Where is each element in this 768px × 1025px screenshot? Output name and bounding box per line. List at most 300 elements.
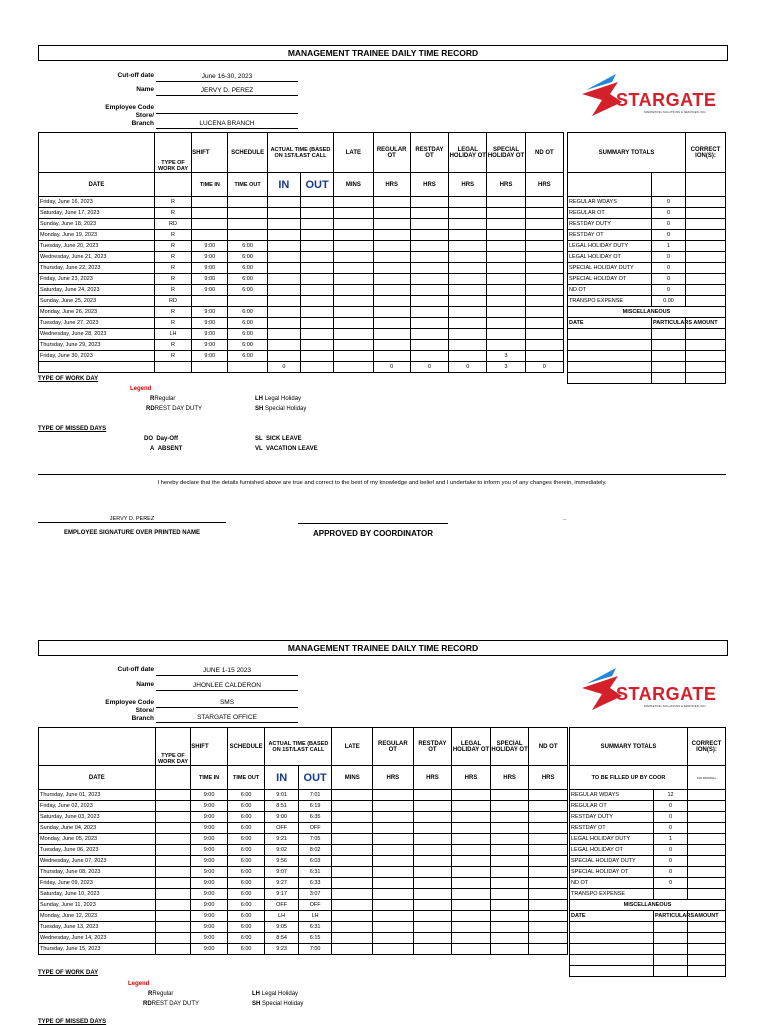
- cell: 9:00: [192, 340, 228, 351]
- cell: [529, 933, 568, 944]
- legend-r: RRegular: [150, 396, 176, 402]
- correction-cell: [688, 856, 726, 867]
- cell: 9:00: [191, 911, 228, 922]
- header-legal-ot: LEGAL HOLIDAY OT: [452, 728, 491, 766]
- summary-value: 1: [652, 241, 686, 252]
- summary-value: 0: [652, 285, 686, 296]
- cell: 9:00: [191, 856, 228, 867]
- header-hrs: HRS: [452, 766, 491, 790]
- summary-row: [570, 856, 726, 867]
- summary-label: RESTDAY DUTY: [570, 812, 654, 823]
- cell: [332, 878, 373, 889]
- cell: [490, 889, 529, 900]
- cell: 8:02: [298, 845, 332, 856]
- branch-value: STARGATE OFFICE: [156, 713, 298, 723]
- header-nd-ot: ND OT: [525, 133, 563, 173]
- date-cell: Monday, June 19, 2023: [39, 230, 155, 241]
- cell: [155, 911, 191, 922]
- cell: [529, 944, 568, 955]
- name-label: Name: [136, 86, 154, 93]
- legend-rd: RDREST DAY DUTY: [143, 1001, 200, 1007]
- summary-label: ND OT: [568, 285, 652, 296]
- header-nd-ot: ND OT: [529, 728, 568, 766]
- cell: OFF: [298, 823, 332, 834]
- table-row: [39, 900, 568, 911]
- cell: [529, 889, 568, 900]
- cell: [332, 856, 373, 867]
- sheet-title: MANAGEMENT TRAINEE DAILY TIME RECORD: [38, 640, 728, 656]
- cell: 9:00: [265, 812, 299, 823]
- cell: R: [154, 230, 191, 241]
- header-actual: ACTUAL TIME (BASED ON 1ST/LAST CALL: [267, 133, 334, 173]
- summary-value: 0: [652, 252, 686, 263]
- misc-amount: AMOUNT: [686, 318, 726, 329]
- type-of-workday-title: TYPE OF WORK DAY: [38, 970, 99, 976]
- cell: 8:54: [265, 933, 299, 944]
- date-cell: Saturday, June 17, 2023: [39, 208, 155, 219]
- header-in: IN: [265, 766, 299, 790]
- cell: [452, 944, 491, 955]
- date-cell: Friday, June 02, 2023: [39, 801, 156, 812]
- cutoff-label: Cut-off date: [117, 666, 154, 673]
- cell: 6:00: [228, 285, 267, 296]
- cell: 6:00: [227, 856, 265, 867]
- correction-header: CORRECT ION(S):: [686, 133, 726, 173]
- misc-particulars: PARTICULARS: [654, 911, 688, 922]
- summary-value: 1: [654, 834, 688, 845]
- cell: [490, 867, 529, 878]
- cell: [373, 933, 414, 944]
- cell: 9:00: [192, 285, 228, 296]
- legend-sh: SH Special Holiday: [252, 1001, 304, 1007]
- cell: R: [154, 340, 191, 351]
- summary-header: SUMMARY TOTALS: [570, 728, 688, 766]
- cell: 6:00: [227, 889, 265, 900]
- cell: 6:00: [227, 845, 265, 856]
- header-time-out: TIME OUT: [227, 766, 265, 790]
- summary-label: ND OT: [570, 878, 654, 889]
- cell: [155, 801, 191, 812]
- summary-label: TRANSPO EXPENSE: [570, 889, 654, 900]
- cell: [413, 790, 452, 801]
- summary-row: [570, 812, 726, 823]
- missed-days-title: TYPE OF MISSED DAYS: [38, 426, 107, 432]
- empcode-label: Employee Code: [105, 699, 154, 706]
- total-cell: 0: [410, 362, 448, 373]
- summary-row: [570, 790, 726, 801]
- cell: 9:00: [192, 318, 228, 329]
- cell: [413, 911, 452, 922]
- summary-row: [570, 834, 726, 845]
- summary-value: 0: [652, 197, 686, 208]
- cell: 6:00: [228, 351, 267, 362]
- summary-label: REGULAR WDAYS: [568, 197, 652, 208]
- header-hrs: HRS: [410, 173, 448, 197]
- cell: 6:03: [298, 856, 332, 867]
- time-record-table: [38, 727, 568, 955]
- cell: 6:00: [227, 933, 265, 944]
- cell: [413, 922, 452, 933]
- cell: LH: [298, 911, 332, 922]
- summary-value: 0: [652, 219, 686, 230]
- cell: [332, 933, 373, 944]
- misc-title: MISCELLANEOUS: [570, 900, 726, 911]
- misc-particulars: PARTICULARS: [652, 318, 686, 329]
- cell: LH: [265, 911, 299, 922]
- summary-label: LEGAL HOLIDAY DUTY: [568, 241, 652, 252]
- cell: R: [154, 285, 191, 296]
- header-schedule: SCHEDULE: [228, 133, 267, 173]
- table-row: [39, 867, 568, 878]
- cell: LH: [154, 329, 191, 340]
- misc-date: DATE: [570, 911, 654, 922]
- header-date: DATE: [39, 766, 156, 790]
- header-restday-ot: RESTDAY OT: [410, 133, 448, 173]
- date-cell: Thursday, June 22, 2023: [39, 263, 155, 274]
- cell: 6:00: [227, 812, 265, 823]
- cell: [155, 867, 191, 878]
- date-cell: Sunday, June 25, 2023: [39, 296, 155, 307]
- branch-value: LUCENA BRANCH: [156, 119, 298, 129]
- cell: OFF: [265, 900, 299, 911]
- cell: R: [154, 274, 191, 285]
- cell: 6:00: [227, 944, 265, 955]
- cell: [529, 922, 568, 933]
- date-cell: Friday, June 23, 2023: [39, 274, 155, 285]
- summary-row: [570, 867, 726, 878]
- cell: 7:00: [298, 944, 332, 955]
- cell: 9:00: [191, 845, 228, 856]
- cell: 6:00: [228, 263, 267, 274]
- type-of-workday-title: TYPE OF WORK DAY: [38, 376, 99, 382]
- cell: [529, 823, 568, 834]
- correction-cell: [688, 878, 726, 889]
- header-time-in: TIME IN: [192, 173, 228, 197]
- header-restday-ot: RESTDAY OT: [413, 728, 452, 766]
- cell: [490, 801, 529, 812]
- summary-value: 0: [654, 856, 688, 867]
- cell: 6:00: [227, 922, 265, 933]
- misc-date: DATE: [568, 318, 652, 329]
- cell: [452, 801, 491, 812]
- cell: [155, 900, 191, 911]
- name-label: Name: [136, 681, 154, 688]
- date-cell: Saturday, June 03, 2023: [39, 812, 156, 823]
- cell: R: [154, 318, 191, 329]
- cell: 9:23: [265, 944, 299, 955]
- cell: [490, 845, 529, 856]
- cell: 9:00: [191, 944, 228, 955]
- table-row: [39, 944, 568, 955]
- cell: 6:00: [227, 878, 265, 889]
- cell: 3:07: [298, 889, 332, 900]
- total-cell: 0: [267, 362, 300, 373]
- cell: 9:00: [191, 922, 228, 933]
- cell: [490, 944, 529, 955]
- logo-brand: STARGATE: [616, 90, 717, 110]
- cell: 6:00: [228, 340, 267, 351]
- cell: 6:33: [298, 878, 332, 889]
- header-legal-ot: LEGAL HOLIDAY OT: [449, 133, 487, 173]
- cell: [413, 933, 452, 944]
- cell: [490, 823, 529, 834]
- cell: 6:19: [298, 801, 332, 812]
- missed-vl: VL VACATION LEAVE: [255, 446, 318, 452]
- cell: [373, 823, 414, 834]
- date-cell: Sunday, June 18, 2023: [39, 219, 155, 230]
- total-cell: 3: [487, 362, 525, 373]
- cell: 9:00: [191, 889, 228, 900]
- summary-value: 0: [654, 878, 688, 889]
- summary-value: 0: [654, 867, 688, 878]
- cell: [490, 911, 529, 922]
- header-actual: ACTUAL TIME (BASED ON 1ST/LAST CALL: [265, 728, 332, 766]
- cell: [529, 900, 568, 911]
- cell: [452, 867, 491, 878]
- cell: [155, 878, 191, 889]
- cell: R: [154, 351, 191, 362]
- cell: 6:35: [298, 812, 332, 823]
- correction-cell: [688, 801, 726, 812]
- header-time-in: TIME IN: [191, 766, 228, 790]
- sheet2-rows: [39, 790, 568, 955]
- table-row: [39, 933, 568, 944]
- summary-label: LEGAL HOLIDAY OT: [570, 845, 654, 856]
- cell: [529, 878, 568, 889]
- cell: 6:00: [228, 329, 267, 340]
- table-row: [39, 801, 568, 812]
- table-row: [39, 845, 568, 856]
- cell: [413, 900, 452, 911]
- summary-label: LEGAL HOLIDAY OT: [568, 252, 652, 263]
- cell: [490, 900, 529, 911]
- cell: [413, 834, 452, 845]
- cell: 9:00: [191, 834, 228, 845]
- cell: 9:00: [192, 263, 228, 274]
- cell: [332, 812, 373, 823]
- cell: [413, 878, 452, 889]
- summary-value: 0: [654, 801, 688, 812]
- cell: R: [154, 241, 191, 252]
- table-row: [39, 790, 568, 801]
- header-type: TYPE OF WORK DAY: [155, 728, 191, 766]
- cell: OFF: [298, 900, 332, 911]
- cell: [373, 900, 414, 911]
- summary-value: 0: [652, 208, 686, 219]
- legend-lh: LH Legal Holiday: [252, 991, 299, 997]
- table-row: [39, 812, 568, 823]
- cell: 9:00: [191, 933, 228, 944]
- missed-days-title: TYPE OF MISSED DAYS: [38, 1019, 107, 1025]
- cell: 9:56: [265, 856, 299, 867]
- dash-mark: _: [563, 515, 567, 521]
- cell: [529, 801, 568, 812]
- cell: [332, 911, 373, 922]
- header-schedule: SCHEDULE: [227, 728, 265, 766]
- cell: 9:00: [192, 252, 228, 263]
- cell: [529, 834, 568, 845]
- summary-label: SPECIAL HOLIDAY DUTY: [570, 856, 654, 867]
- summary-row: [570, 889, 726, 900]
- cic-label: C/O PAYROLL: [688, 766, 726, 790]
- cell: [490, 790, 529, 801]
- date-cell: Thursday, June 29, 2023: [39, 340, 155, 351]
- cell: 9:00: [191, 801, 228, 812]
- cell: [452, 878, 491, 889]
- cell: [490, 812, 529, 823]
- cell: 9:02: [265, 845, 299, 856]
- cell: 9:27: [265, 878, 299, 889]
- cell: [332, 801, 373, 812]
- summary-label: SPECIAL HOLIDAY DUTY: [568, 263, 652, 274]
- cutoff-value: June 16-30, 2023: [156, 72, 298, 82]
- cell: [332, 823, 373, 834]
- correction-cell: [688, 790, 726, 801]
- summary-header: SUMMARY TOTALS: [568, 133, 686, 173]
- cell: 6:00: [227, 801, 265, 812]
- cell: 6:00: [227, 823, 265, 834]
- table-row: [39, 922, 568, 933]
- cell: [529, 867, 568, 878]
- cutoff-label: Cut-off date: [117, 72, 154, 79]
- cell: R: [154, 307, 191, 318]
- name-value: JHONLEE CALDERON: [156, 681, 298, 691]
- cell: [452, 790, 491, 801]
- table-row: [39, 889, 568, 900]
- header-mins: MINS: [332, 766, 373, 790]
- cell: [332, 889, 373, 900]
- header-out: OUT: [298, 766, 332, 790]
- header-late: LATE: [334, 133, 373, 173]
- cell: 6:00: [227, 834, 265, 845]
- cell: 6:00: [227, 911, 265, 922]
- legend-title: Legend: [128, 981, 150, 987]
- cell: 6:00: [227, 790, 265, 801]
- cell: [155, 823, 191, 834]
- signature-label: EMPLOYEE SIGNATURE OVER PRINTED NAME: [64, 530, 200, 536]
- name-value: JERVY D. PEREZ: [156, 86, 298, 96]
- cell: R: [154, 208, 191, 219]
- cell: 6:31: [298, 922, 332, 933]
- cell: [413, 867, 452, 878]
- date-cell: Thursday, June 08, 2023: [39, 867, 156, 878]
- cell: [332, 922, 373, 933]
- cell: [155, 845, 191, 856]
- cell: [373, 856, 414, 867]
- cell: [373, 801, 414, 812]
- summary-label: TRANSPO EXPENSE: [568, 296, 652, 307]
- cell: 6:00: [228, 241, 267, 252]
- date-cell: Tuesday, June 06, 2023: [39, 845, 156, 856]
- summary-label: RESTDAY OT: [570, 823, 654, 834]
- header-hrs: HRS: [487, 173, 525, 197]
- total-cell: 0: [373, 362, 410, 373]
- summary-label: REGULAR OT: [568, 208, 652, 219]
- cell: 9:00: [191, 867, 228, 878]
- header-shift: SHIFT: [191, 728, 228, 766]
- cell: RD: [154, 219, 191, 230]
- header-hrs: HRS: [373, 173, 410, 197]
- summary-value: 0.00: [652, 296, 686, 307]
- date-cell: Sunday, June 11, 2023: [39, 900, 156, 911]
- summary-value: 0: [654, 823, 688, 834]
- date-cell: Monday, June 26, 2023: [39, 307, 155, 318]
- sheet-title: MANAGEMENT TRAINEE DAILY TIME RECORD: [38, 45, 728, 61]
- cell: 9:21: [265, 834, 299, 845]
- cell: 7:05: [298, 834, 332, 845]
- total-cell: 0: [449, 362, 487, 373]
- logo-brand: STARGATE: [616, 684, 717, 704]
- cell: 9:17: [265, 889, 299, 900]
- cell: [373, 944, 414, 955]
- header-time-out: TIME OUT: [228, 173, 267, 197]
- cell: [413, 812, 452, 823]
- cell: 6:00: [228, 318, 267, 329]
- logo-tagline: MARKETING SOLUTIONS & SERVICES, INC.: [644, 704, 707, 708]
- correction-cell: [688, 812, 726, 823]
- table-row: [39, 911, 568, 922]
- legend-lh: LH Legal Holiday: [255, 396, 302, 402]
- cell: RD: [154, 296, 191, 307]
- cell: 9:00: [192, 307, 228, 318]
- logo-tagline: MARKETING SOLUTIONS & SERVICES, INC.: [644, 110, 707, 114]
- cell: [529, 790, 568, 801]
- date-cell: Thursday, June 01, 2023: [39, 790, 156, 801]
- header-hrs: HRS: [413, 766, 452, 790]
- empcode-value: SMS: [156, 698, 298, 708]
- cell: 9:00: [191, 812, 228, 823]
- cell: [373, 889, 414, 900]
- cell: [529, 911, 568, 922]
- cell: 9:00: [191, 823, 228, 834]
- cell: R: [154, 263, 191, 274]
- cell: [529, 812, 568, 823]
- cell: [373, 922, 414, 933]
- cell: R: [154, 197, 191, 208]
- date-cell: Wednesday, June 28, 2023: [39, 329, 155, 340]
- stargate-logo: [578, 666, 718, 712]
- cell: 9:00: [191, 900, 228, 911]
- header-hrs: HRS: [490, 766, 529, 790]
- header-late: LATE: [332, 728, 373, 766]
- summary-label: SPECIAL HOLIDAY OT: [568, 274, 652, 285]
- summary-label: SPECIAL HOLIDAY OT: [570, 867, 654, 878]
- date-cell: Wednesday, June 21, 2023: [39, 252, 155, 263]
- cell: [452, 812, 491, 823]
- header-out: OUT: [300, 173, 333, 197]
- cell: 9:00: [192, 329, 228, 340]
- cell: 9:00: [191, 790, 228, 801]
- cell: [452, 823, 491, 834]
- signature-name: JERVY D. PEREZ: [38, 516, 226, 523]
- legend-r: RRegular: [148, 991, 174, 997]
- cell: [413, 889, 452, 900]
- summary-row: [570, 801, 726, 812]
- cell: [490, 878, 529, 889]
- table-row: [39, 823, 568, 834]
- date-cell: Monday, June 12, 2023: [39, 911, 156, 922]
- cell: [452, 933, 491, 944]
- legend-rd: RDREST DAY DUTY: [146, 406, 203, 412]
- correction-cell: [688, 823, 726, 834]
- cell: [490, 922, 529, 933]
- header-date: DATE: [39, 173, 155, 197]
- summary-value: 0: [654, 812, 688, 823]
- cell: 6:00: [228, 252, 267, 263]
- cell: [452, 834, 491, 845]
- correction-cell: [688, 834, 726, 845]
- summary-row: [570, 878, 726, 889]
